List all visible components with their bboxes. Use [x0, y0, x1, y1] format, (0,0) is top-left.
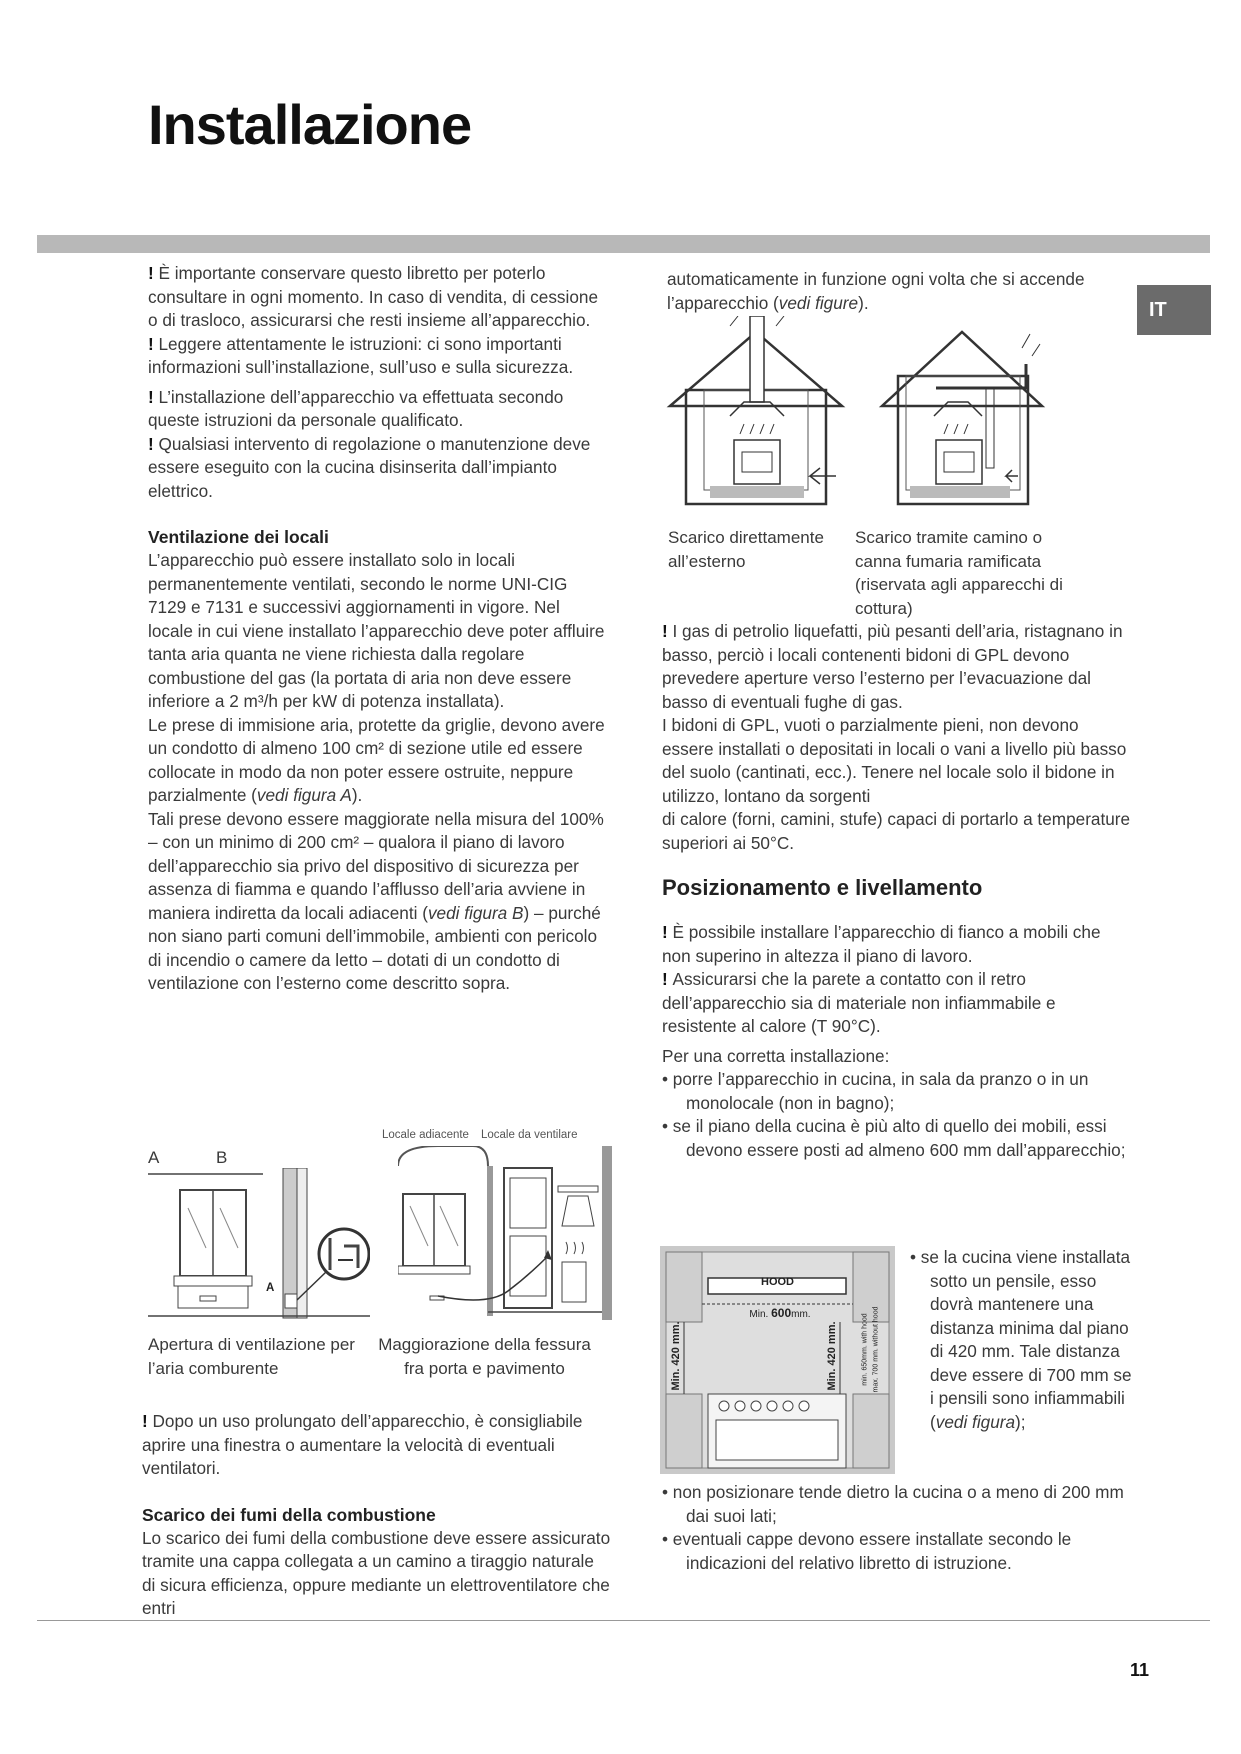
- warning-paragraph: ! Qualsiasi intervento di regolazione o manutenzione deve essere eseguito con la cucina disinserita dall’impianto elettrico.: [148, 433, 591, 501]
- warning-paragraph: ! L’installazione dell’apparecchio va effettuata secondo queste istruzioni da personale qualificato.: [148, 386, 564, 430]
- exclamation-icon: !: [662, 621, 673, 641]
- bullet-item: • se il piano della cucina è più alto di quello dei mobili, essi devono essere posti ad almeno 600 mm dall’apparecchio;: [662, 1116, 1126, 1160]
- right-column-bottom: [662, 1481, 1132, 1575]
- bullet-item-pensile: [900, 1246, 1140, 1434]
- bullet-item: • se la cucina viene installata sotto un pensile, esso dovrà mantenere una distanza minima dal piano di 420 mm. Tale distanza deve essere di 700 mm se i pensili sono infiammabili (vedi figura);: [910, 1247, 1132, 1432]
- exclamation-icon: !: [142, 1411, 153, 1431]
- warning-paragraph: ! Dopo un uso prolungato dell’apparecchio, è consigliabile aprire una finestra o aumentare la velocità di eventuali ventilatori.: [142, 1411, 583, 1478]
- exclamation-icon: !: [148, 433, 159, 454]
- left-column-intro: [148, 262, 608, 996]
- figure-room-ventilate: Locale da ventilare: [481, 1129, 578, 1141]
- body-paragraph: I bidoni di GPL, vuoti o parzialmente pieni, non devono essere installati o depositati in locali o vani a livello più basso del suolo (cantinati, ecc.). Tenere nel locale solo il bidone in utilizzo, lontano da sorgenti: [662, 715, 1127, 806]
- right-column-gpl: [662, 620, 1132, 1162]
- section-heading-scarico: Scarico dei fumi della combustione: [142, 1504, 436, 1525]
- warning-paragraph: ! È possibile installare l’apparecchio di fianco a mobili che non superino in altezza il piano di lavoro.: [662, 922, 1101, 966]
- warning-paragraph: ! È importante conservare questo libretto per poterlo consultare in ogni momento. In caso di vendita, di cessione o di trasloco, assicurarsi che resti insieme all’apparecchio.: [148, 263, 598, 330]
- body-paragraph: Tali prese devono essere maggiorate nella misura del 100% – con un minimo di 200 cm² – qualora il piano di lavoro dell’apparecchio sia privo del dispositivo di sicurezza per assenza di fiamma e quando l’afflusso dell’aria avviene in maniera indiretta da locali adiacenti (vedi figura B) – purché non siano parti comuni dell’immobile, ambienti con pericolo di incendio o camere da letto – dotati di un condotto di ventilazione con l’esterno come descritto sopra.: [148, 808, 604, 993]
- bullet-item: • porre l’apparecchio in cucina, in sala da pranzo o in un monolocale (non in bagno);: [662, 1069, 1089, 1113]
- language-tab: IT: [1137, 285, 1211, 335]
- warning-paragraph: ! Assicurarsi che la parete a contatto con il retro dell’apparecchio sia di materiale non infiammabile e resistente al calore (T 90°C).: [662, 969, 1056, 1036]
- warning-paragraph: ! I gas di petrolio liquefatti, più pesanti dell’aria, ristagnano in basso, perciò i locali contenenti bidoni di GPL devono prevedere aperture verso l’esterno per l’evacuazione dal basso di eventuali fughe di gas.: [662, 621, 1123, 712]
- min-650-label: min. 650mm. with hood: [861, 1313, 869, 1386]
- figure-label-a: A: [148, 1148, 160, 1167]
- figure-label-b: B: [216, 1148, 228, 1167]
- page-number: 11: [1130, 1660, 1150, 1680]
- exclamation-icon: !: [148, 386, 159, 407]
- ventilation-figure-a: [148, 1168, 370, 1320]
- exclamation-icon: !: [148, 263, 159, 283]
- page-title: Installazione: [148, 93, 472, 156]
- min-420-label-left: Min. 420 mm.: [670, 1321, 682, 1391]
- exhaust-figures: [660, 316, 1068, 516]
- bullet-item: • non posizionare tende dietro la cucina o a meno di 200 mm dai suoi lati;: [662, 1482, 1124, 1526]
- cabinet-figure: [660, 1246, 895, 1474]
- header-rule: [37, 235, 1210, 253]
- figure-b-caption: Maggiorazione della fessura fra porta e pavimento: [378, 1335, 591, 1378]
- warning-paragraph: ! Leggere attentamente le istruzioni: ci sono importanti informazioni sull’installazione, sull’uso e sulla sicurezza.: [148, 333, 574, 377]
- exclamation-icon: !: [148, 333, 159, 354]
- body-paragraph: Le prese di immisione aria, protette da griglie, devono avere un condotto di almeno 100 cm² di sezione utile ed essere collocate in modo da non poter essere ostruite, neppure parzialmente (vedi figura A).: [148, 714, 605, 805]
- ventilation-figure-b: [398, 1146, 612, 1320]
- hood-label: HOOD: [761, 1276, 794, 1288]
- exhaust-caption-chimney: Scarico tramite camino o canna fumaria ramificata (riservata agli apparecchi di cottura): [855, 528, 1063, 618]
- min-420-label-right: Min. 420 mm.: [826, 1321, 838, 1391]
- section-heading-posizionamento: Posizionamento e livellamento: [662, 875, 983, 900]
- exclamation-icon: !: [662, 922, 673, 942]
- bullet-item: • eventuali cappe devono essere installate secondo le indicazioni del relativo libretto di istruzione.: [662, 1529, 1072, 1573]
- body-paragraph: di calore (forni, camini, stufe) capaci di portarlo a temperature superiori ai 50°C.: [662, 809, 1131, 853]
- body-paragraph: Lo scarico dei fumi della combustione deve essere assicurato tramite una cappa collegata a un camino a tiraggio naturale di sicura efficienza, oppure mediante un elettroventilatore che entri: [142, 1527, 611, 1618]
- body-paragraph: automaticamente in funzione ogni volta che si accende l’apparecchio (vedi figure).: [667, 269, 1085, 313]
- exhaust-caption-direct: Scarico direttamente all’esterno: [668, 528, 824, 571]
- section-heading-ventilazione: Ventilazione dei locali: [148, 527, 329, 547]
- left-column-bottom: [142, 1410, 612, 1621]
- figure-a-caption: Apertura di ventilazione per l’aria comburente: [148, 1335, 355, 1378]
- figure-a-marker: A: [266, 1282, 275, 1294]
- figure-room-adjacent: Locale adiacente: [382, 1129, 469, 1141]
- min-600-label: Min. 600mm.: [749, 1306, 811, 1320]
- body-paragraph: Per una corretta installazione:: [662, 1045, 890, 1066]
- max-700-label: max. 700 mm. without hood: [872, 1306, 880, 1393]
- body-paragraph: L’apparecchio può essere installato solo in locali permanentemente ventilati, secondo le norme UNI-CIG 7129 e 7131 e successivi aggiornamenti in vigore. Nel locale in cui viene installato l’apparecchio deve poter affluire tanta aria quanta ne viene richiesta dalla regolare combustione del gas (la portata di aria non deve essere inferiore a 2 m³/h per kW di potenza installata).: [148, 550, 605, 711]
- right-column-intro: [667, 268, 1087, 315]
- exclamation-icon: !: [662, 969, 673, 989]
